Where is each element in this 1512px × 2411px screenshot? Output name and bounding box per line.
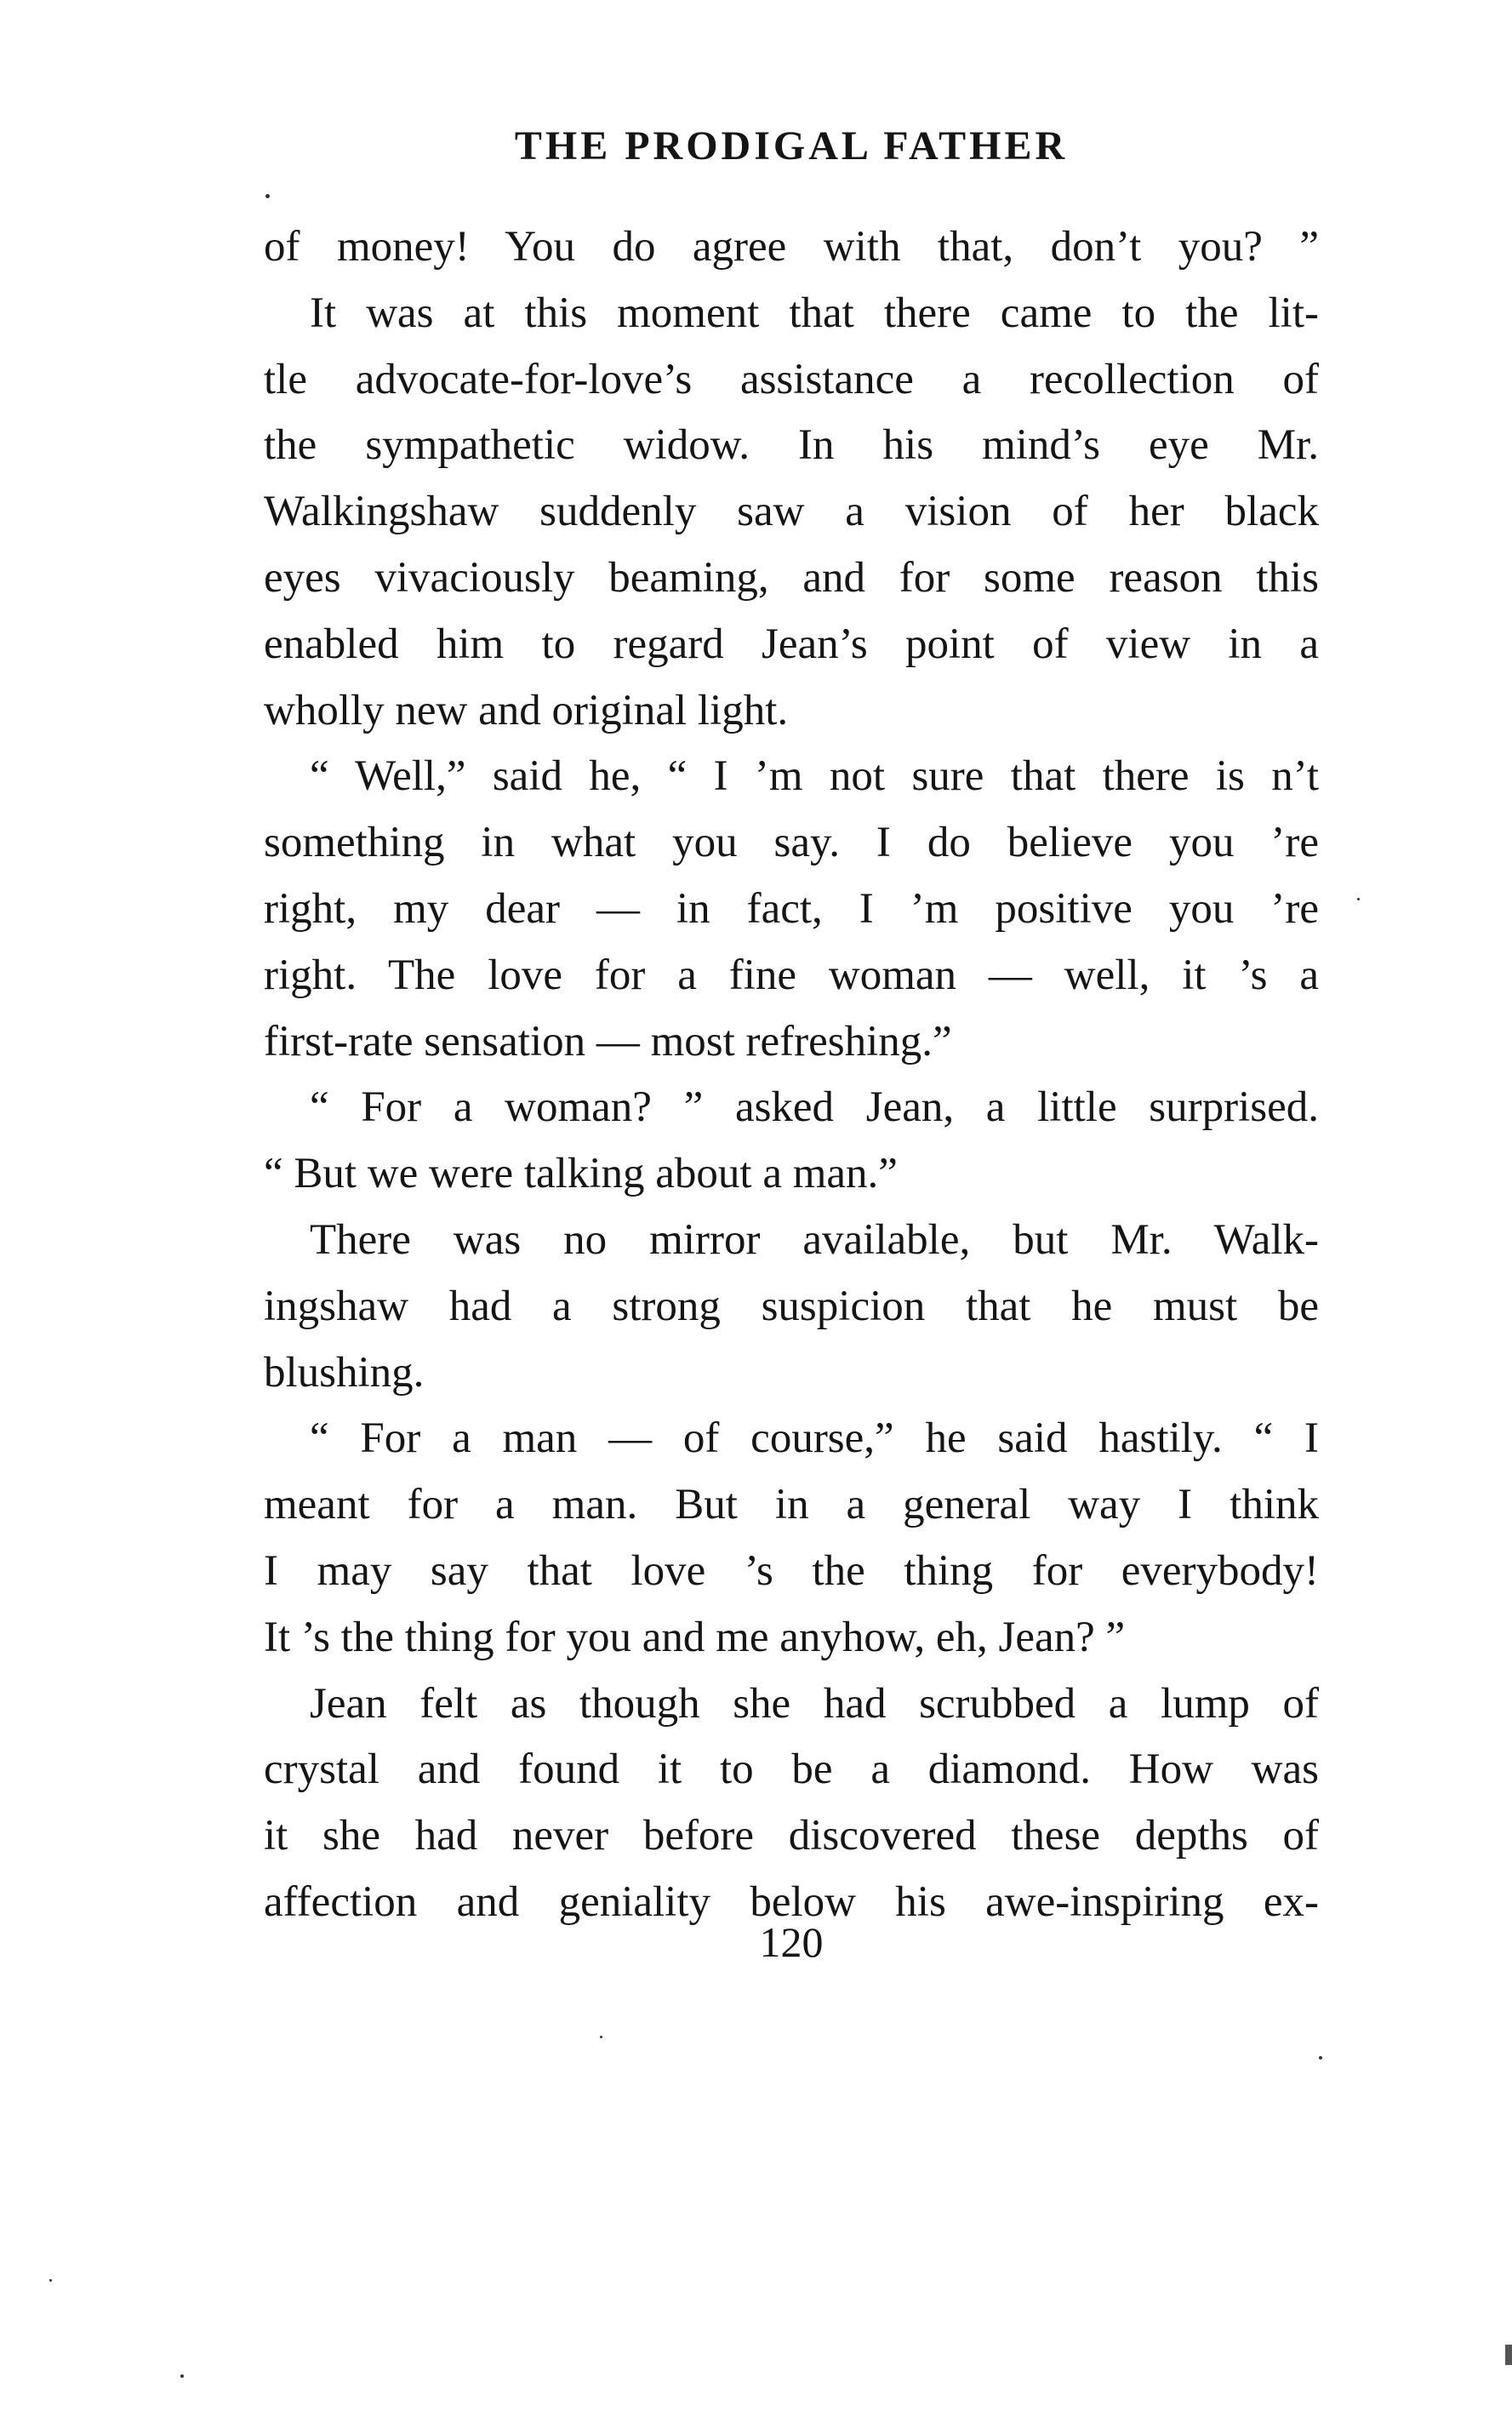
text-line: There was no mirror available, but Mr. Walk- [310, 1215, 1319, 1264]
text-line: wholly new and original light. [264, 686, 789, 734]
text-line: enabled him to regard Jean’s point of view in a [264, 620, 1319, 668]
text-line: it she had never before discovered these depths of [264, 1812, 1319, 1860]
text-line: “ For a man — of course,” he said hastily. “ I [310, 1414, 1319, 1463]
text-line: affection and geniality below his awe-inspiring ex- [264, 1877, 1319, 1926]
scan-speck [180, 2374, 184, 2378]
scan-speck [1319, 2056, 1322, 2060]
text-line: the sympathetic widow. In his mind’s eye Mr. [264, 421, 1319, 470]
running-head: THE PRODIGAL FATHER [514, 123, 1069, 169]
text-line: It was at this moment that there came to the lit- [310, 289, 1319, 337]
scan-speck [265, 194, 270, 198]
text-line: ingshaw had a strong suspicion that he must be [264, 1282, 1319, 1330]
text-line: I may say that love ’s the thing for everybody! [264, 1546, 1319, 1595]
scan-speck [600, 2036, 602, 2038]
text-line: “ Well,” said he, “ I ’m not sure that there is n’t [310, 752, 1319, 801]
scan-edge-mark [1505, 2345, 1512, 2365]
text-line: right. The love for a fine woman — well, it ’s a [264, 951, 1319, 999]
scan-speck [49, 2279, 52, 2282]
page-number: 120 [759, 1918, 824, 1966]
text-line: eyes vivaciously beaming, and for some reason this [264, 553, 1319, 602]
text-line: something in what you say. I do believe you ’re [264, 819, 1319, 867]
text-line: Walkingshaw suddenly saw a vision of her black [264, 488, 1319, 536]
text-line: blushing. [264, 1348, 425, 1397]
text-line: “ But we were talking about a man.” [264, 1150, 898, 1198]
text-line: crystal and found it to be a diamond. How was [264, 1745, 1319, 1794]
text-line: tle advocate-for-love’s assistance a recollection of [264, 355, 1319, 403]
text-line: Jean felt as though she had scrubbed a lump of [310, 1679, 1319, 1728]
text-line: first-rate sensation — most refreshing.” [264, 1017, 952, 1066]
body-text [264, 214, 1319, 1936]
text-line: right, my dear — in fact, I ’m positive you ’re [264, 884, 1319, 933]
scan-speck [1357, 898, 1360, 900]
text-line: It ’s the thing for you and me anyhow, eh, Jean? ” [264, 1613, 1126, 1661]
text-line: “ For a woman? ” asked Jean, a little surprised. [310, 1083, 1319, 1132]
text-line: of money! You do agree with that, don’t you? ” [264, 223, 1319, 271]
text-line: meant for a man. But in a general way I think [264, 1481, 1319, 1529]
